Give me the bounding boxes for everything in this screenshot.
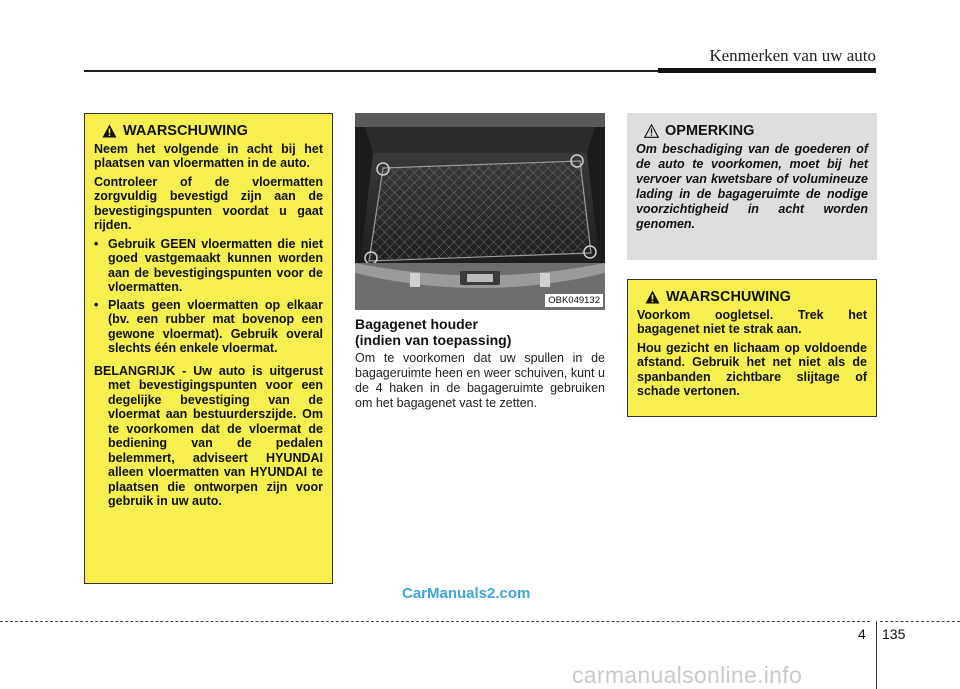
- warning-heading: [102, 124, 323, 139]
- warning-box-floor-mats: [84, 113, 333, 584]
- header-rule-accent: [658, 68, 876, 73]
- watermark-bottom: carmanualsonline.info: [572, 662, 803, 688]
- section-heading-line: (indien van toepassing): [355, 332, 512, 348]
- footer-divider: [876, 621, 877, 689]
- page-number: 135: [882, 626, 906, 642]
- section-heading: [355, 316, 605, 348]
- trunk-cargo-net-photo: [355, 113, 605, 310]
- bullet-item: [94, 298, 323, 356]
- warning-paragraph: Voorkom oogletsel. Trek het bagagenet niet te strak aan.: [637, 307, 867, 336]
- footer-dashed-rule: [0, 621, 870, 622]
- warning-paragraph: Neem het volgende in acht bij het plaatsen van vloermatten in de auto.: [94, 141, 323, 170]
- trunk-illustration: [355, 113, 605, 310]
- bullet-text: Gebruik GEEN vloermatten die niet goed vastgemaakt kunnen worden aan de bevestigingspunten voor de vloermatten.: [108, 236, 323, 294]
- header-title: Kenmerken van uw auto: [709, 46, 876, 65]
- bullet-marker: •: [94, 236, 99, 251]
- important-paragraph: BELANGRIJK - Uw auto is uitgerust met bevestigingspunten voor een degelijke bevestiging van de vloermat aan bestuurderszijde. Om te voorkomen dat de vloermat de bediening van de pedalen belemmert, adviseert HYUNDAI alleen vloermatten van HYUNDAI te plaatsen die ontworpen zijn voor gebruik in uw auto.: [94, 363, 323, 508]
- warning-paragraph: Hou gezicht en lichaam op voldoende afstand. Gebruik het net niet als de spanbanden zichtbare slijtage of schade vertonen.: [637, 340, 867, 398]
- warning-box-cargo-net: [627, 279, 877, 417]
- note-box: [627, 113, 877, 260]
- bullet-text: Plaats geen vloermatten op elkaar (bv. een rubber mat bovenop een gewone vloermat). Gebruik overal slechts één enkele vloermat.: [108, 297, 323, 355]
- note-title: OPMERKING: [665, 123, 755, 139]
- caution-triangle-icon: [644, 124, 659, 138]
- footer-dashed-rule: [880, 621, 960, 622]
- warning-triangle-icon: [645, 290, 660, 304]
- watermark-link[interactable]: CarManuals2.com: [402, 585, 531, 602]
- warning-heading: [645, 290, 867, 305]
- section-heading-line: Bagagenet houder: [355, 316, 478, 332]
- warning-title: WAARSCHUWING: [123, 123, 248, 139]
- section-body: Om te voorkomen dat uw spullen in de bagageruimte heen en weer schuiven, kunt u de 4 haken in de bagageruimte gebruiken om het bagagenet vast te zetten.: [355, 351, 605, 410]
- warning-title: WAARSCHUWING: [666, 289, 791, 305]
- warning-triangle-icon: [102, 124, 117, 138]
- note-text: Om beschadiging van de goederen of de auto te voorkomen, moet bij het vervoer van kwetsbare of volumineuze lading in de bagageruimte de nodige voorzichtigheid in acht worden genomen.: [636, 142, 868, 231]
- chapter-number: 4: [858, 626, 866, 642]
- photo-reference-code: OBK049132: [545, 294, 603, 307]
- bullet-marker: •: [94, 297, 99, 312]
- warning-paragraph: Controleer of de vloermatten zorgvuldig bevestigd zijn aan de bevestigingspunten voordat u gaat rijden.: [94, 174, 323, 232]
- bullet-item: [94, 237, 323, 295]
- note-heading: [644, 123, 868, 139]
